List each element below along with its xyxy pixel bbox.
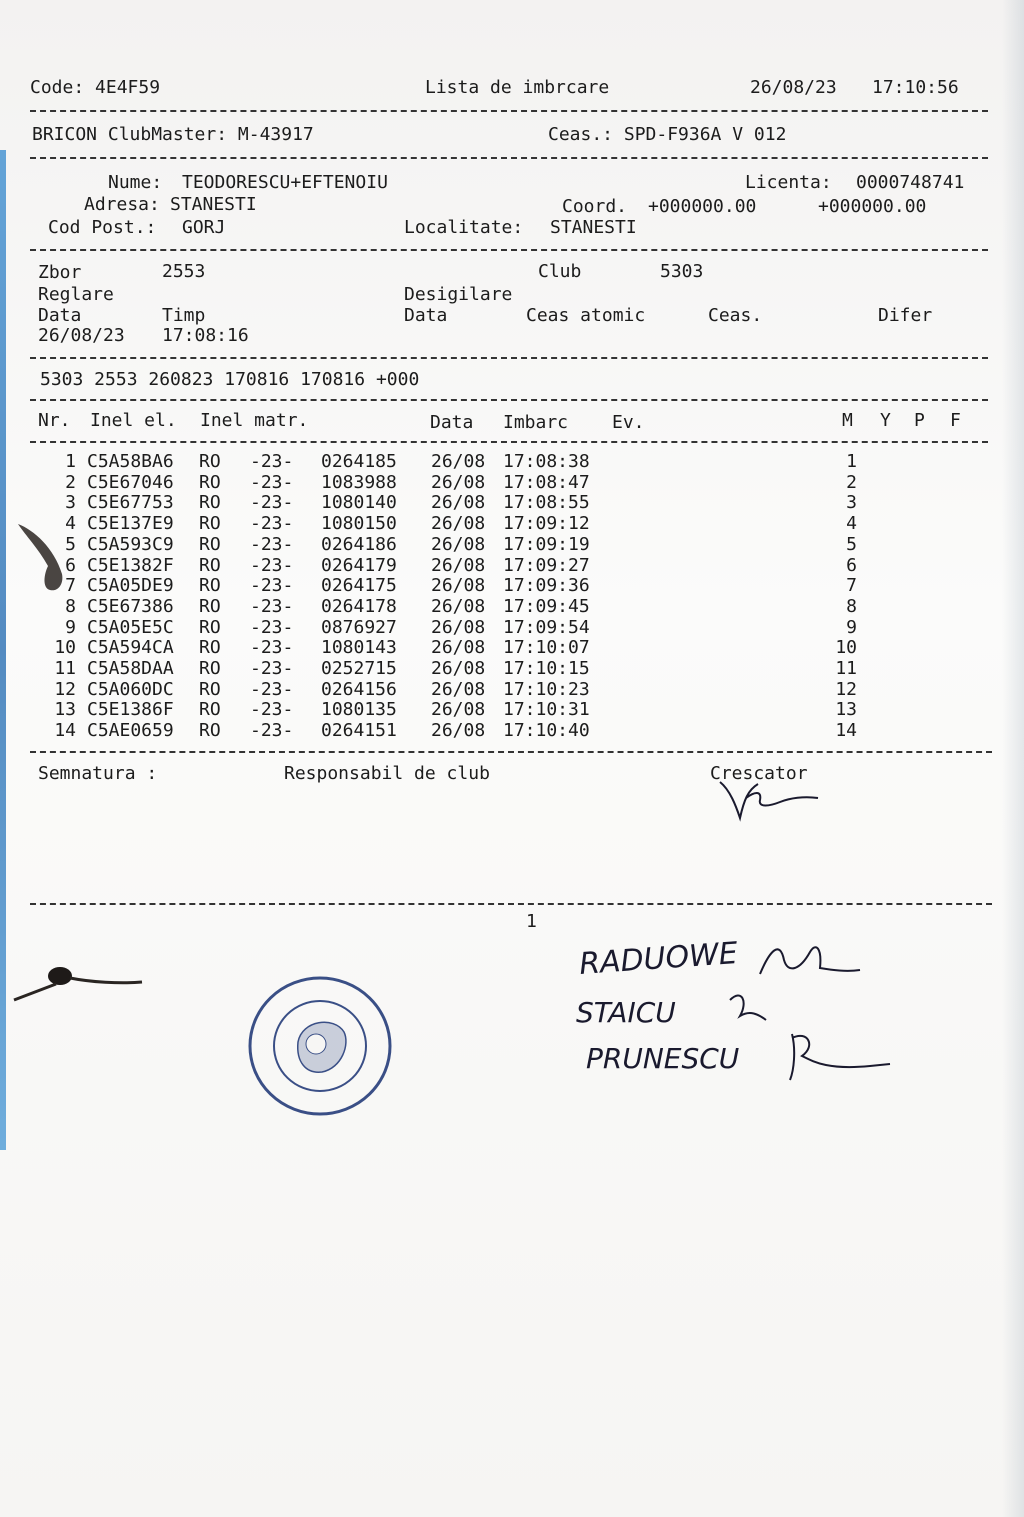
unseal-label: Desigilare — [404, 284, 513, 305]
row-nr: 12 — [54, 678, 76, 700]
row-m: 8 — [846, 595, 857, 617]
row-ring-number: 1080135 — [321, 699, 397, 721]
address-value: STANESTI — [170, 194, 257, 215]
owner-name-label: Nume: — [108, 172, 163, 193]
row-time: 17:10:23 — [503, 678, 590, 700]
row-ring-number: 0264151 — [321, 720, 397, 742]
row-time: 17:09:12 — [503, 513, 590, 535]
row-date: 26/08 — [431, 492, 486, 514]
locality-label: Localitate: — [404, 217, 524, 238]
flight-label: Zbor — [38, 262, 82, 283]
row-country: RO — [199, 451, 221, 472]
row-country: RO — [199, 595, 221, 617]
row-nr: 11 — [54, 658, 76, 679]
document-code: Code: 4E4F59 — [30, 77, 161, 98]
col-header-inel-matr: Inel matr. — [200, 410, 309, 431]
row-country: RO — [199, 575, 221, 597]
divider — [30, 399, 988, 401]
col-header-imbarc: Imbarc — [503, 412, 569, 433]
row-time: 17:10:15 — [503, 658, 590, 679]
handwritten-name-3: PRUNESCU — [586, 1042, 740, 1075]
row-nr: 3 — [65, 492, 76, 514]
setup-label: Reglare — [38, 284, 114, 305]
row-country: RO — [199, 513, 221, 535]
flight-number: 2553 — [162, 261, 206, 282]
row-nr: 1 — [65, 451, 76, 472]
pen-mark — [10, 960, 150, 1008]
coord-x: +000000.00 — [648, 196, 757, 217]
row-m: 10 — [835, 637, 857, 659]
row-m: 13 — [835, 699, 857, 721]
row-year: -23- — [250, 616, 294, 638]
row-electronic-ring: C5A05DE9 — [87, 575, 174, 597]
club-label: Club — [538, 261, 582, 282]
row-electronic-ring: C5A58BA6 — [87, 451, 174, 472]
row-year: -23- — [250, 513, 294, 535]
club-responsible-label: Responsabil de club — [284, 763, 490, 784]
col-header-f: F — [950, 410, 961, 431]
clubmaster-id: BRICON ClubMaster: M-43917 — [32, 124, 314, 145]
divider — [30, 249, 988, 251]
time-label: Timp — [162, 305, 206, 326]
row-time: 17:08:55 — [503, 492, 590, 514]
atomic-clock-label: Ceas atomic — [526, 305, 646, 326]
row-m: 4 — [846, 513, 857, 535]
row-m: 14 — [835, 720, 857, 742]
row-date: 26/08 — [431, 678, 486, 700]
row-nr: 13 — [54, 699, 76, 721]
owner-name: TEODORESCU+EFTENOIU — [182, 172, 388, 193]
row-date: 26/08 — [431, 513, 486, 535]
row-date: 26/08 — [431, 616, 486, 638]
row-electronic-ring: C5E137E9 — [87, 513, 174, 535]
col-header-m: M — [842, 410, 853, 431]
row-nr: 4 — [65, 513, 76, 535]
date-label: Data — [38, 305, 82, 326]
club-stamp — [244, 972, 396, 1120]
col-header-y: Y — [880, 410, 891, 431]
row-nr: 10 — [54, 637, 76, 659]
row-time: 17:09:36 — [503, 575, 590, 597]
row-nr: 5 — [65, 533, 76, 555]
unseal-date-label: Data — [404, 305, 448, 326]
row-time: 17:09:27 — [503, 554, 590, 576]
row-m: 12 — [835, 678, 857, 700]
row-time: 17:09:19 — [503, 533, 590, 555]
row-country: RO — [199, 637, 221, 659]
row-date: 26/08 — [431, 637, 486, 659]
signature-label: Semnatura : — [38, 763, 158, 784]
row-nr: 8 — [65, 595, 76, 617]
row-year: -23- — [250, 471, 294, 493]
locality-value: STANESTI — [550, 217, 637, 238]
row-ring-number: 1080140 — [321, 492, 397, 514]
row-year: -23- — [250, 533, 294, 555]
row-m: 1 — [846, 451, 857, 472]
row-ring-number: 0264179 — [321, 554, 397, 576]
divider — [30, 110, 988, 112]
row-year: -23- — [250, 699, 294, 721]
row-date: 26/08 — [431, 575, 486, 597]
row-time: 17:09:45 — [503, 595, 590, 617]
row-date: 26/08 — [431, 451, 486, 472]
license-label: Licenta: — [745, 172, 832, 193]
row-country: RO — [199, 616, 221, 638]
col-header-data: Data — [430, 412, 474, 433]
row-country: RO — [199, 554, 221, 576]
row-country: RO — [199, 533, 221, 555]
page-number: 1 — [526, 911, 537, 932]
row-ring-number: 0264185 — [321, 451, 397, 472]
handwritten-name-1: RADUOWE — [578, 935, 739, 982]
row-year: -23- — [250, 451, 294, 472]
row-year: -23- — [250, 575, 294, 597]
row-m: 3 — [846, 492, 857, 514]
row-electronic-ring: C5E1386F — [87, 699, 174, 721]
row-nr: 6 — [65, 554, 76, 576]
row-year: -23- — [250, 720, 294, 742]
divider — [30, 357, 988, 359]
divider — [30, 903, 992, 905]
row-nr: 9 — [65, 616, 76, 638]
postal-code-value: GORJ — [182, 217, 226, 238]
club-number: 5303 — [660, 261, 704, 282]
row-m: 2 — [846, 471, 857, 493]
row-ring-number: 1080150 — [321, 513, 397, 535]
address-label: Adresa: — [84, 194, 160, 215]
row-date: 26/08 — [431, 720, 486, 742]
row-country: RO — [199, 492, 221, 514]
license-number: 0000748741 — [856, 172, 965, 193]
difference-label: Difer — [878, 305, 933, 326]
col-header-nr: Nr. — [38, 410, 71, 431]
ink-smudge — [14, 518, 84, 596]
row-date: 26/08 — [431, 554, 486, 576]
row-electronic-ring: C5A060DC — [87, 678, 174, 700]
row-country: RO — [199, 699, 221, 721]
row-year: -23- — [250, 658, 294, 679]
row-electronic-ring: C5A594CA — [87, 637, 174, 659]
col-header-p: P — [914, 410, 925, 431]
row-ring-number: 0876927 — [321, 616, 397, 638]
row-date: 26/08 — [431, 658, 486, 679]
row-time: 17:10:07 — [503, 637, 590, 659]
row-electronic-ring: C5A593C9 — [87, 533, 174, 555]
document-title: Lista de imbrcare — [425, 77, 610, 98]
row-electronic-ring: C5A58DAA — [87, 658, 174, 679]
clock-id: Ceas.: SPD-F936A V 012 — [548, 124, 787, 145]
coord-label: Coord. — [562, 196, 628, 217]
row-ring-number: 1083988 — [321, 471, 397, 493]
row-date: 26/08 — [431, 533, 486, 555]
col-header-inel-el: Inel el. — [90, 410, 177, 431]
row-electronic-ring: C5E67753 — [87, 492, 174, 514]
row-nr: 2 — [65, 471, 76, 493]
row-m: 7 — [846, 575, 857, 597]
row-m: 6 — [846, 554, 857, 576]
row-electronic-ring: C5A05E5C — [87, 616, 174, 638]
row-electronic-ring: C5AE0659 — [87, 720, 174, 742]
clock-label: Ceas. — [708, 305, 763, 326]
setup-date: 26/08/23 — [38, 325, 125, 346]
divider — [30, 751, 992, 753]
row-year: -23- — [250, 637, 294, 659]
breeder-label: Crescator — [710, 763, 808, 784]
row-time: 17:10:40 — [503, 720, 590, 742]
handwritten-name-2: STAICU — [576, 996, 676, 1029]
col-header-ev: Ev. — [612, 412, 645, 433]
row-ring-number: 0264156 — [321, 678, 397, 700]
row-m: 5 — [846, 533, 857, 555]
row-date: 26/08 — [431, 471, 486, 493]
row-electronic-ring: C5E67046 — [87, 471, 174, 493]
row-year: -23- — [250, 678, 294, 700]
handwritten-signatures — [570, 930, 910, 1090]
print-time: 17:10:56 — [872, 77, 959, 98]
summary-line: 5303 2553 260823 170816 170816 +000 — [40, 369, 420, 390]
row-ring-number: 0252715 — [321, 658, 397, 679]
row-nr: 7 — [65, 575, 76, 597]
print-date: 26/08/23 — [750, 77, 837, 98]
row-ring-number: 1080143 — [321, 637, 397, 659]
coord-y: +000000.00 — [818, 196, 927, 217]
row-nr: 14 — [54, 720, 76, 742]
row-ring-number: 0264186 — [321, 533, 397, 555]
row-time: 17:09:54 — [503, 616, 590, 638]
row-year: -23- — [250, 554, 294, 576]
row-year: -23- — [250, 492, 294, 514]
page-edge-right — [1002, 0, 1024, 1517]
row-country: RO — [199, 720, 221, 742]
row-ring-number: 0264178 — [321, 595, 397, 617]
row-country: RO — [199, 678, 221, 700]
row-m: 9 — [846, 616, 857, 638]
setup-time: 17:08:16 — [162, 325, 249, 346]
row-country: RO — [199, 658, 221, 679]
row-electronic-ring: C5E67386 — [87, 595, 174, 617]
row-date: 26/08 — [431, 595, 486, 617]
row-year: -23- — [250, 595, 294, 617]
row-country: RO — [199, 471, 221, 493]
row-m: 11 — [835, 658, 857, 679]
divider — [30, 157, 988, 159]
row-time: 17:08:38 — [503, 451, 590, 472]
postal-code-label: Cod Post.: — [48, 217, 157, 238]
row-time: 17:10:31 — [503, 699, 590, 721]
row-time: 17:08:47 — [503, 471, 590, 493]
row-date: 26/08 — [431, 699, 486, 721]
breeder-signature — [700, 770, 830, 830]
row-electronic-ring: C5E1382F — [87, 554, 174, 576]
row-ring-number: 0264175 — [321, 575, 397, 597]
divider — [30, 441, 988, 443]
